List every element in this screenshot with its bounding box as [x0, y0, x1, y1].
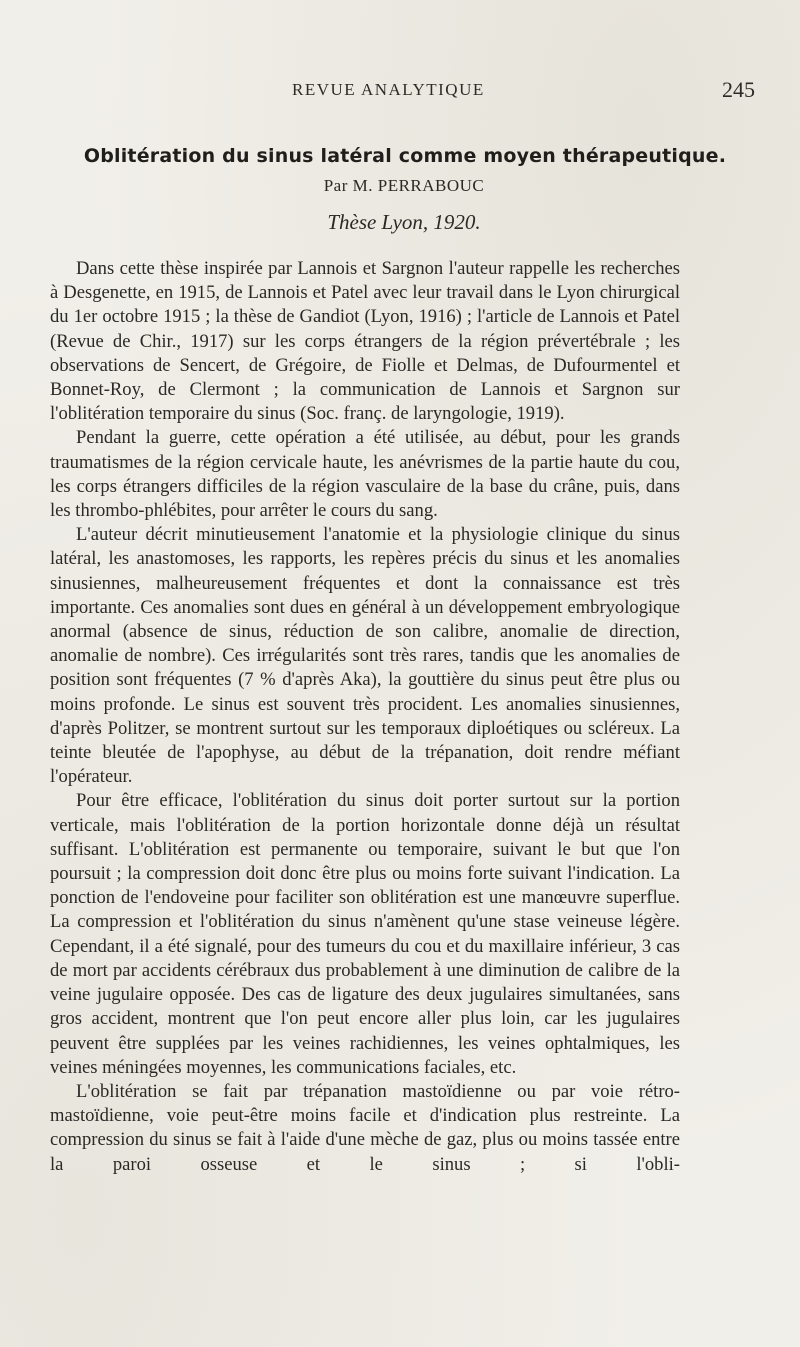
paragraph: L'auteur décrit minutieusement l'anatomie et la physiologie clinique du sinus latéral, les anastomoses, les rapports, les repères précis du sinus et les anomalies sinusiennes, malheureusement fréquentes et dont la connaissance est très importante. Ces anomalies sont dues en général à un développement embryologique anormal (absence de sinus, réduction de son calibre, anomalie de direction, anomalie de nombre). Ces irrégularités sont très rares, tandis que les anomalies de position sont fréquentes (7 % d'après Aka), la gouttière du sinus peut être plus ou moins profonde. Le sinus est souvent très procident. Les anomalies sinusiennes, d'après Politzer, se montrent surtout sur les temporaux diploétiques ou scléreux. La teinte bleutée de l'apophyse, au début de la trépanation, doit rendre méfiant l'opérateur.: [50, 524, 680, 788]
article-title: Oblitération du sinus latéral comme moyen thérapeutique.: [83, 145, 727, 167]
article-author: Par M. PERRABOUC: [323, 176, 485, 195]
paragraph: Pour être efficace, l'oblitération du sinus doit porter surtout sur la portion verticale, mais l'oblitération de la portion horizontale donne déjà un résultat suffisant. L'oblitération est permanente ou temporaire, suivant le but que l'on poursuit ; la compression doit donc être plus ou moins forte suivant l'indication. La ponction de l'endoveine pour faciliter son oblitération est une manœuvre superflue. La compression et l'oblitération du sinus n'amènent qu'une stase veineuse légère. Cependant, il a été signalé, pour des tumeurs du cou et du maxillaire inférieur, 3 cas de mort par accidents cérébraux dus probablement à une diminution de calibre de la veine jugulaire opposée. Des cas de ligature des deux jugulaires simultanées, sans gros accident, montrent que l'on peut encore aller plus loin, car les jugulaires peuvent être supplées par les veines rachidiennes, les veines ophtalmiques, les veines méningées moyennes, les communications faciales, etc.: [50, 790, 680, 1078]
paragraph: Pendant la guerre, cette opération a été utilisée, au début, pour les grands traumatismes de la région cervicale haute, les anévrismes de la partie haute du cou, les corps étrangers difficiles de la région vasculaire de la base du crâne, puis, dans les thrombo-phlébites, pour arrêter le cours du sang.: [50, 427, 680, 522]
paragraph: Dans cette thèse inspirée par Lannois et Sargnon l'auteur rappelle les recherches à Desgenette, en 1915, de Lannois et Patel avec leur travail dans le Lyon chirurgical du 1er octobre 1915 ; la thèse de Gandiot (Lyon, 1916) ; l'article de Lannois et Patel (Revue de Chir., 1917) sur les corps étrangers de la région prévertébrale ; les observations de Sencert, de Grégoire, de Fiolle et Delmas, de Dufourmentel et Bonnet-Roy, de Clermont ; la communication de Lannois et Sargnon sur l'oblitération temporaire du sinus (Soc. franç. de laryngologie, 1919).: [50, 258, 680, 425]
article-body: [50, 257, 680, 1177]
running-head: [0, 77, 800, 110]
article-source: Thèse Lyon, 1920.: [327, 210, 481, 234]
paragraph: L'oblitération se fait par trépanation mastoïdienne ou par voie rétro-mastoïdienne, voie peut-être moins facile et d'indication plus restreinte. La compression du sinus se fait à l'aide d'une mèche de gaz, plus ou moins tassée entre la paroi osseuse et le sinus ; si l'obli-: [50, 1080, 680, 1175]
running-title: REVUE ANALYTIQUE: [292, 80, 485, 99]
page-number: 245: [722, 77, 755, 102]
